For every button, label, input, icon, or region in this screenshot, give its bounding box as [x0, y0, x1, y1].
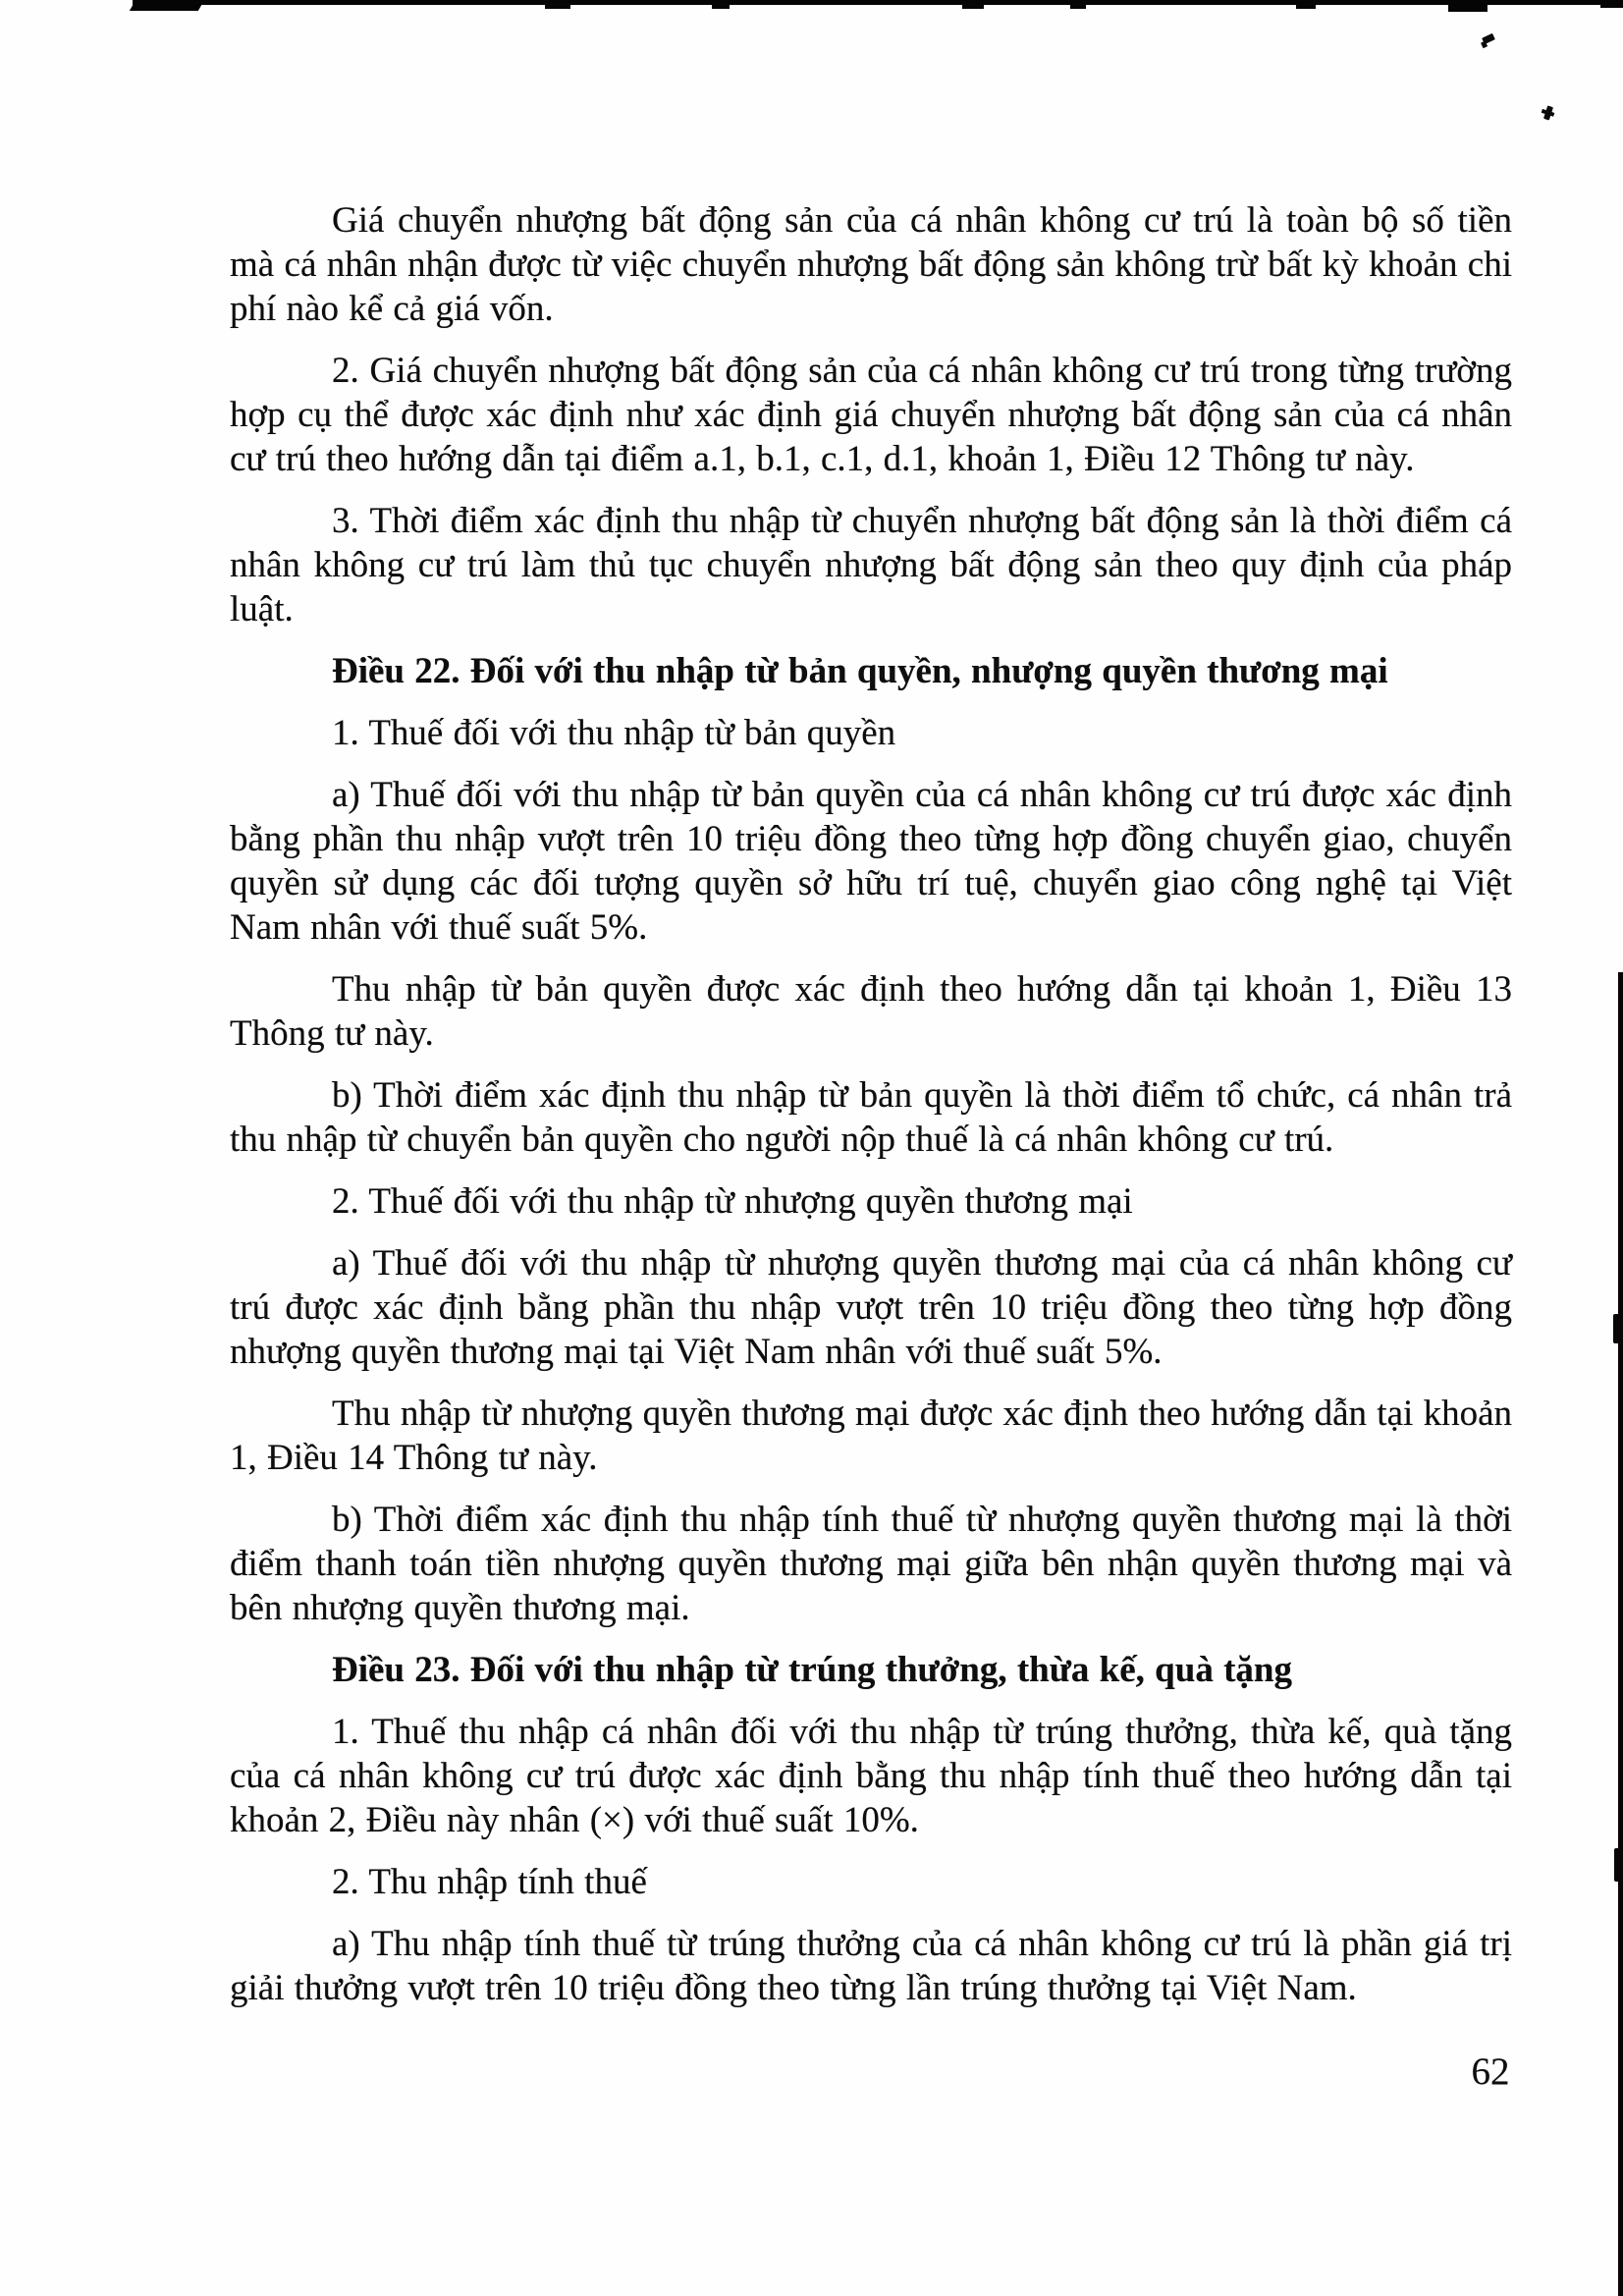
- paragraph-transfer-price: Giá chuyển nhượng bất động sản của cá nhân không cư trú là toàn bộ số tiền mà cá nhân nhận được từ việc chuyển nhượng bất động sản không trừ bất kỳ khoản chi phí nào kể cả giá vốn.: [230, 200, 1512, 329]
- paragraph-22-2a-note: Thu nhập từ nhượng quyền thương mại được xác định theo hướng dẫn tại khoản 1, Điều 14 Thông tư này.: [230, 1394, 1512, 1478]
- paragraph-22-1b: b) Thời điểm xác định thu nhập từ bản quyền là thời điểm tổ chức, cá nhân trả thu nhập từ chuyển bản quyền cho người nộp thuế là cá nhân không cư trú.: [230, 1075, 1512, 1160]
- heading-article-23: Điều 23. Đối với thu nhập từ trúng thưởng, thừa kế, quà tặng: [332, 1650, 1292, 1690]
- paragraph-clause-3: 3. Thời điểm xác định thu nhập từ chuyển nhượng bất động sản là thời điểm cá nhân không cư trú làm thủ tục chuyển nhượng bất động sản theo quy định của pháp luật.: [230, 501, 1512, 629]
- scan-artifact-tick: [962, 0, 984, 9]
- scan-artifact-top-edge: [133, 0, 1623, 5]
- scan-artifact-tick: [1448, 0, 1488, 12]
- page-number: 62: [1471, 2050, 1510, 2093]
- scan-artifact-tick: [130, 0, 204, 11]
- scan-artifact-right-edge: [1618, 972, 1623, 2296]
- paragraph-22-1a-note: Thu nhập từ bản quyền được xác định theo hướng dẫn tại khoản 1, Điều 13 Thông tư này.: [230, 969, 1512, 1054]
- scan-artifact-tick: [1600, 0, 1623, 8]
- paragraph-22-1a: a) Thuế đối với thu nhập từ bản quyền của cá nhân không cư trú được xác định bằng phần thu nhập vượt trên 10 triệu đồng theo từng hợp đồng chuyển giao, chuyển quyền sử dụng các đối tượng quyền sở hữu trí tuệ, chuyển giao công nghệ tại Việt Nam nhân với thuế suất 5%.: [230, 775, 1512, 948]
- document-body: [230, 198, 1512, 2028]
- scan-artifact-tick: [712, 0, 730, 9]
- scan-artifact-tick: [1296, 0, 1316, 9]
- paragraph-23-2: 2. Thu nhập tính thuế: [332, 1862, 647, 1902]
- heading-article-22: Điều 22. Đối với thu nhập từ bản quyền, nhượng quyền thương mại: [332, 651, 1388, 691]
- paragraph-22-2b: b) Thời điểm xác định thu nhập tính thuế từ nhượng quyền thương mại là thời điểm thanh toán tiền nhượng quyền thương mại giữa bên nhận quyền thương mại và bên nhượng quyền thương mại.: [230, 1500, 1512, 1628]
- scan-artifact-blob: [1614, 1848, 1623, 1882]
- scan-artifact-tick: [1070, 0, 1086, 9]
- paragraph-22-2a: a) Thuế đối với thu nhập từ nhượng quyền thương mại của cá nhân không cư trú được xác định bằng phần thu nhập vượt trên 10 triệu đồng theo từng hợp đồng nhượng quyền thương mại tại Việt Nam nhân với thuế suất 5%.: [230, 1243, 1512, 1372]
- paragraph-22-1: 1. Thuế đối với thu nhập từ bản quyền: [332, 713, 896, 753]
- ink-speck: [1482, 33, 1495, 44]
- paragraph-23-1: 1. Thuế thu nhập cá nhân đối với thu nhập từ trúng thưởng, thừa kế, quà tặng của cá nhân không cư trú được xác định bằng thu nhập tính thuế theo hướng dẫn tại khoản 2, Điều này nhân (×) với thuế suất 10%.: [230, 1712, 1512, 1840]
- ink-speck: [1543, 105, 1553, 120]
- paragraph-clause-2: 2. Giá chuyển nhượng bất động sản của cá nhân không cư trú trong từng trường hợp cụ thể được xác định như xác định giá chuyển nhượng bất động sản của cá nhân cư trú theo hướng dẫn tại điểm a.1, b.1, c.1, d.1, khoản 1, Điều 12 Thông tư này.: [230, 351, 1512, 479]
- paragraph-22-2: 2. Thuế đối với thu nhập từ nhượng quyền thương mại: [332, 1181, 1133, 1222]
- paragraph-23-2a: a) Thu nhập tính thuế từ trúng thưởng của cá nhân không cư trú là phần giá trị giải thưởng vượt trên 10 triệu đồng theo từng lần trúng thưởng tại Việt Nam.: [230, 1924, 1512, 2008]
- scan-artifact-tick: [545, 0, 570, 9]
- scan-artifact-blob: [1613, 1314, 1623, 1343]
